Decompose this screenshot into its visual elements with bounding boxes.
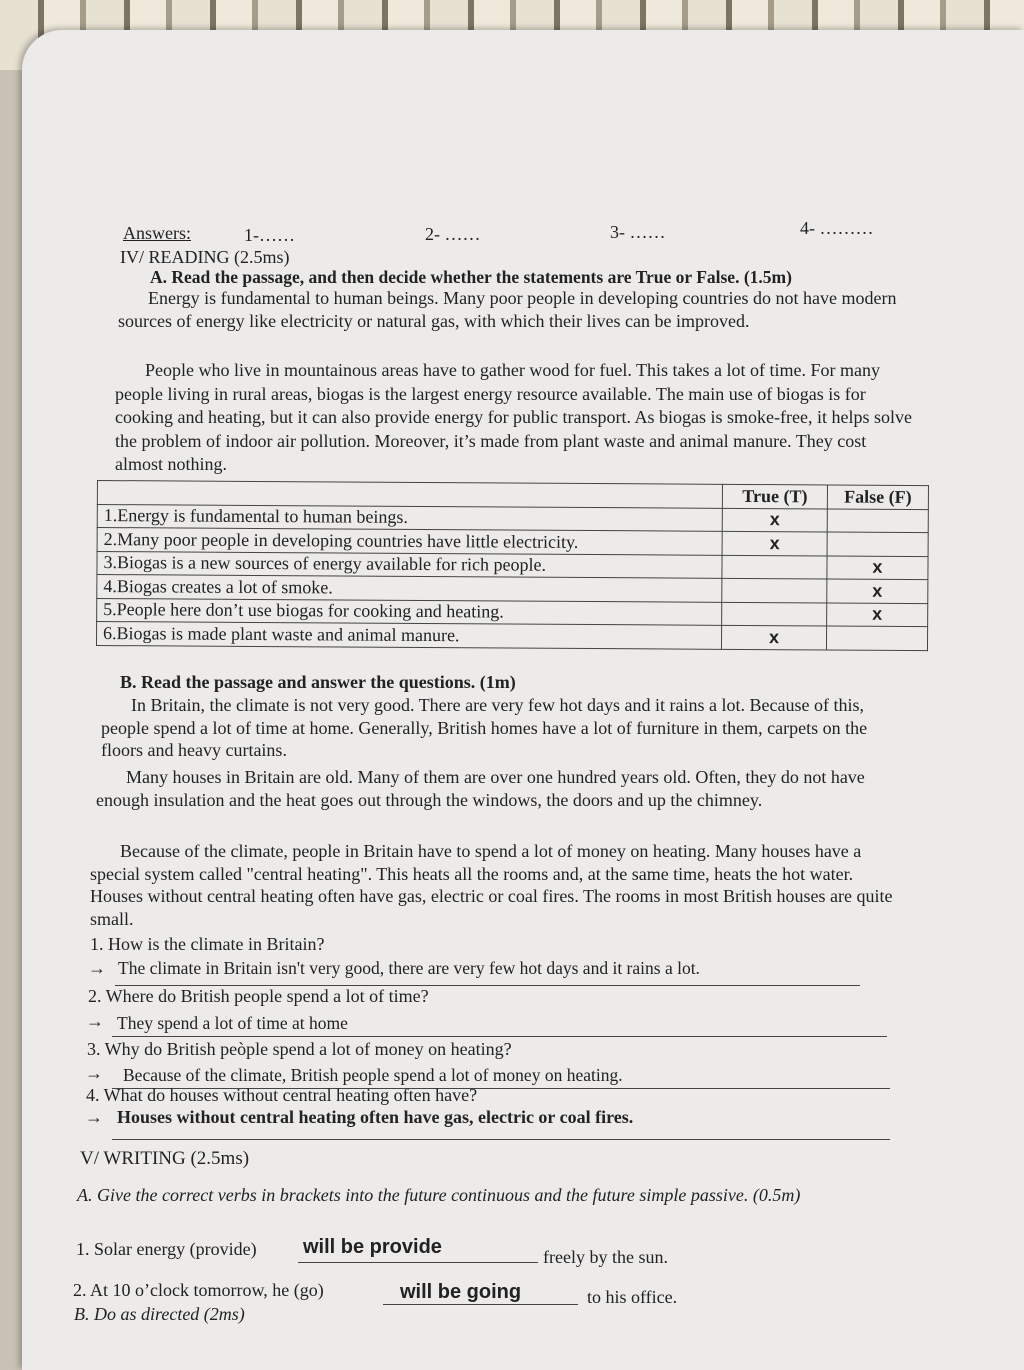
false-cell: x [827, 579, 928, 603]
reading-paragraph-2: People who live in mountainous areas have to gather wood for fuel. This takes a lot of time. For many people living in rural areas, biogas is the largest energy resource available. The main use of biogas is for cooking and heating, but it can also provide energy for public transport. As biogas is smoke-free, it helps solve the problem of indoor air pollution. Moreover, it’s made from plant waste and animal manure. They cost almost nothing. [115, 360, 912, 474]
britain-paragraph-2: Many houses in Britain are old. Many of them are over one hundred years old. Often, they do not have enough insulation and the heat goes out through the windows, the doors and up the chimney. [96, 767, 865, 810]
true-cell [722, 555, 827, 579]
part-b-instruction: B. Read the passage and answer the questions. (1m) [120, 672, 516, 692]
writing-item-1-rest: freely by the sun. [543, 1247, 668, 1267]
false-cell [827, 532, 928, 556]
answer-slot-2: 2- …… [425, 224, 481, 244]
question-2: 2. Where do British people spend a lot of time? [88, 986, 429, 1006]
true-cell [722, 578, 827, 602]
answer-underline [298, 1262, 538, 1263]
true-cell: x [722, 531, 827, 555]
answer-4: Houses without central heating often have gas, electric or coal fires. [117, 1107, 634, 1127]
writing-item-1-prompt: 1. Solar energy (provide) [76, 1239, 257, 1259]
writing-item-2-rest: to his office. [587, 1287, 678, 1307]
part-a-instruction: A. Read the passage, and then decide whether the statements are True or False. (1.5m) [150, 267, 792, 287]
false-cell [826, 626, 927, 650]
table-row [96, 622, 927, 651]
true-cell: x [722, 508, 827, 532]
britain-paragraph-1: In Britain, the climate is not very good. There are very few hot days and it rains a lot. Because of this, people spend a lot of time at home. Generally, British homes have a lot of furniture in them, carpets on the floors and heavy curtains. [101, 695, 868, 760]
britain-paragraph-3: Because of the climate, people in Britain have to spend a lot of money on heating. Many houses have a special system called "central heating". This heats all the rooms and, at the same time, heats the hot water. Houses without central heating often have gas, electric or coal fires. The rooms in most British houses are quite small. [90, 841, 893, 929]
arrow-icon: → [86, 1011, 104, 1031]
writing-item-2-prompt: 2. At 10 o’clock tomorrow, he (go) [73, 1280, 324, 1300]
table-header-false: False (F) [827, 485, 928, 509]
answer-1: The climate in Britain isn't very good, there are very few hot days and it rains a lot. [118, 958, 700, 978]
statement-cell: 3.Biogas is a new sources of energy available for rich people. [97, 551, 722, 578]
writing-heading: V/ WRITING (2.5ms) [80, 1148, 250, 1169]
false-cell: x [827, 602, 928, 626]
statement-cell: 6.Biogas is made plant waste and animal manure. [96, 622, 721, 649]
reading-heading: IV/ READING (2.5ms) [120, 247, 290, 267]
question-3: 3. Why do British peòple spend a lot of money on heating? [87, 1039, 512, 1059]
question-4: 4. What do houses without central heating often have? [86, 1085, 478, 1105]
answer-slot-3: 3- …… [610, 222, 666, 242]
true-false-table [96, 480, 929, 651]
writing-item-2-answer: will be going [400, 1281, 522, 1303]
arrow-icon: → [85, 1063, 103, 1083]
statement-cell: 1.Energy is fundamental to human beings. [97, 504, 722, 531]
writing-part-a-instruction: A. Give the correct verbs in brackets into the future continuous and the future simple passive. (0.5m) [77, 1185, 801, 1205]
reading-paragraph-1: Energy is fundamental to human beings. Many poor people in developing countries do not have modern sources of energy like electricity or natural gas, with which their lives can be improved. [118, 288, 897, 331]
arrow-icon: → [85, 1107, 103, 1127]
statement-cell: 4.Biogas creates a lot of smoke. [97, 575, 722, 602]
answer-3: Because of the climate, British people spend a lot of money on heating. [123, 1065, 623, 1085]
statement-cell: 5.People here don’t use biogas for cooking and heating. [97, 598, 722, 625]
table-header-true: True (T) [722, 484, 827, 508]
answer-underline [112, 1139, 890, 1140]
answer-slot-1: 1-…… [244, 225, 295, 245]
false-cell: x [827, 555, 928, 579]
arrow-icon: → [88, 958, 106, 978]
answers-label: Answers: [123, 223, 191, 243]
writing-part-b-instruction: B. Do as directed (2ms) [74, 1304, 245, 1324]
answer-underline [112, 1036, 887, 1037]
answer-slot-4: 4- ……… [800, 218, 874, 238]
true-cell [722, 602, 827, 626]
question-1: 1. How is the climate in Britain? [90, 934, 325, 954]
true-cell: x [721, 625, 826, 649]
answer-underline [383, 1304, 578, 1305]
statement-cell: 2.Many poor people in developing countries have little electricity. [97, 528, 722, 555]
false-cell [827, 508, 928, 532]
answer-2: They spend a lot of time at home [117, 1013, 348, 1033]
writing-item-1-answer: will be provide [303, 1236, 442, 1258]
